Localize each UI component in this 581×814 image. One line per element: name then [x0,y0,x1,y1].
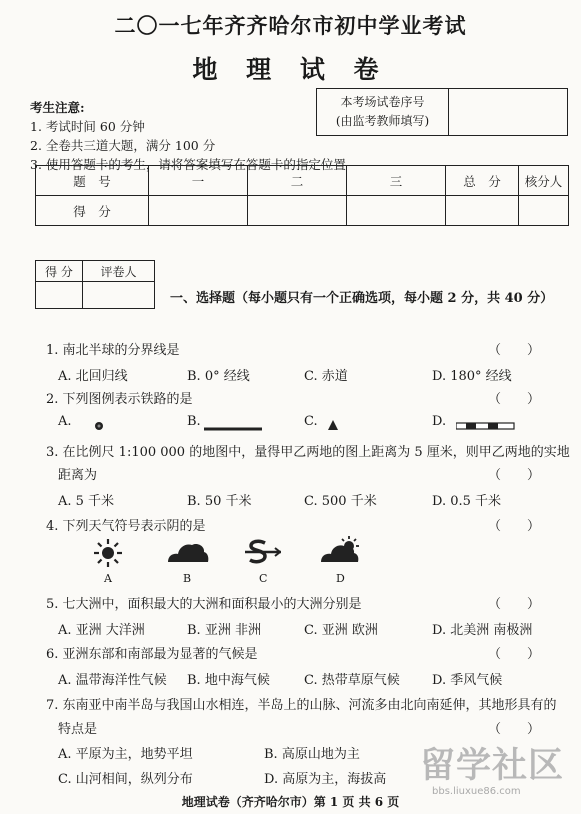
exam-title: 二〇一七年齐齐哈尔市初中学业考试 [114,13,467,38]
score-cell [149,196,248,226]
seat-label-line1: 本考场试卷序号 [340,95,425,109]
watermark-url: bbs.liuxue86.com [432,786,521,797]
option: D. 北美洲 南极洲 [432,623,533,638]
score-header-cell: 总 分 [446,166,519,196]
option: D. [432,414,447,429]
weather-label: C [259,572,268,585]
score-header-cell: 三 [347,166,446,196]
triangle-symbol-icon [327,416,339,435]
seat-label-line2: (由监考教师填写) [335,114,430,128]
option: B. 0° 经线 [187,369,250,384]
option: C. 赤道 [304,369,348,384]
answer-paren: （ ） [488,647,541,662]
option: A. 平原为主，地势平坦 [58,747,193,762]
option: D. 180° 经线 [432,369,512,384]
question-stem: 5. 七大洲中，面积最大的大洲和面积最小的大洲分别是 [46,597,362,612]
question-stem: 3. 在比例尺 1:100 000 的地图中，量得甲乙两地的图上距离为 5 厘米，则甲乙两地的实地 [46,445,570,460]
score-row-label: 得 分 [36,196,149,226]
option: B. [187,414,201,429]
option: B. 高原山地为主 [264,747,360,762]
question-stem: 4. 下列天气符号表示阴的是 [46,519,206,534]
option: C. 亚洲 欧洲 [304,623,378,638]
section-title: 一、选择题（每小题只有一个正确选项，每小题 2 分，共 40 分） [170,291,554,306]
option: D. 季风气候 [432,673,503,688]
option: C. 热带草原气候 [304,673,400,688]
watermark-logo: 留学社区 [420,746,565,786]
sunny-weather-icon [93,538,123,572]
score-cell [347,196,446,226]
notes-item: 3. 使用答题卡的考生，请将答案填写在答题卡的指定位置 [30,157,346,172]
notes-item: 1. 考试时间 60 分钟 [30,119,145,134]
question-stem: 2. 下列图例表示铁路的是 [46,392,193,407]
cloud-weather-icon [166,540,210,568]
score-cell [446,196,519,226]
weather-label: A [104,572,112,585]
score-header-cell: 二 [248,166,347,196]
score-cell [519,196,569,226]
answer-paren: （ ） [488,722,541,737]
option: B. 地中海气候 [187,673,270,688]
answer-paren: （ ） [488,519,541,534]
dot-symbol-icon [93,417,105,436]
option: C. 山河相间，纵列分布 [58,772,193,787]
option: D. 高原为主，海拔高 [264,772,387,787]
question-stem: 1. 南北半球的分界线是 [46,343,180,358]
seat-number-box [316,88,568,136]
score-row [36,196,569,226]
candidate-notes [30,98,346,174]
answer-paren: （ ） [488,468,541,483]
score-cell [248,196,347,226]
option: A. 北回归线 [58,369,128,384]
notes-item: 2. 全卷共三道大题，满分 100 分 [30,138,216,153]
score-header-cell: 核分人 [519,166,569,196]
grader-cell [83,282,155,309]
option: A. 温带海洋性气候 [58,673,167,688]
weather-label: D [336,572,345,585]
weather-label: B [183,572,192,585]
option: A. [58,414,72,429]
railway-symbol-icon [456,416,516,435]
answer-paren: （ ） [488,343,541,358]
option: B. 50 千米 [187,494,252,509]
answer-paren: （ ） [488,392,541,407]
grader-header-cell: 评卷人 [83,261,155,282]
grader-header-cell: 得 分 [36,261,83,282]
option: D. 0.5 千米 [432,494,502,509]
option: A. 5 千米 [58,494,115,509]
option: A. 亚洲 大洋洲 [58,623,145,638]
paper-subtitle: 地 理 试 卷 [192,55,389,84]
question-stem-continued: 特点是 [58,722,98,737]
question-stem: 6. 亚洲东部和南部最为显著的气候是 [46,647,258,662]
option: C. 500 千米 [304,494,377,509]
sun-behind-cloud-weather-icon [320,536,364,568]
option: B. 亚洲 非洲 [187,623,261,638]
notes-heading: 考生注意: [30,100,85,115]
question-stem-continued: 距离为 [58,468,98,483]
answer-paren: （ ） [488,597,541,612]
sandstorm-weather-icon [245,538,281,570]
score-header-row [36,166,569,196]
page-footer: 地理试卷（齐齐哈尔市）第 1 页 共 6 页 [181,795,400,809]
score-header-cell: 题 号 [36,166,149,196]
score-header-cell: 一 [149,166,248,196]
score-table [35,165,569,226]
grader-table [35,260,155,309]
seat-number-label [317,89,449,135]
question-stem: 7. 东南亚中南半岛与我国山水相连，半岛上的山脉、河流多由北向南延伸，其地形具有的 [46,698,557,713]
grader-cell [36,282,83,309]
option: C. [304,414,318,429]
line-symbol-icon [204,418,262,437]
